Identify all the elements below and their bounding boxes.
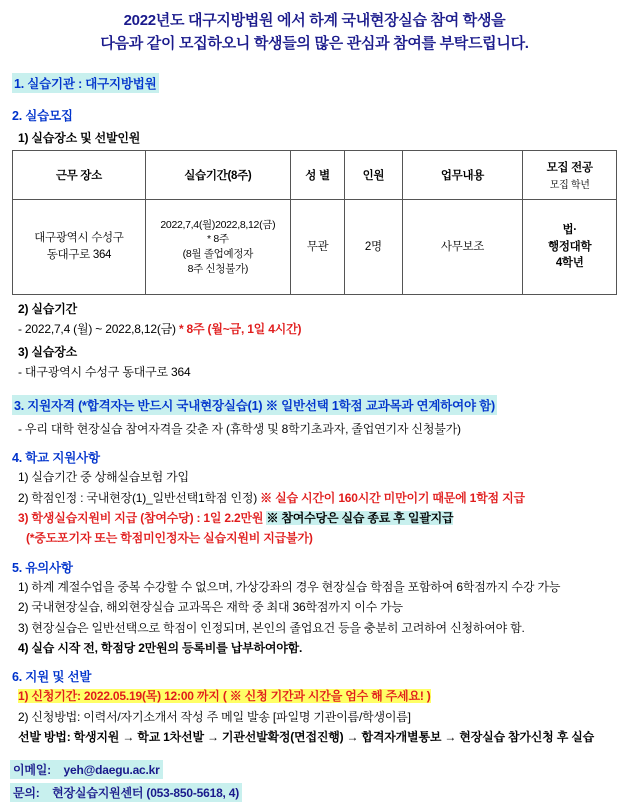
cell-period [145, 200, 290, 295]
section-4-line-3 [18, 510, 617, 527]
contact-email-row [10, 760, 629, 783]
cell-place-line-1: 대구광역시 수성구 [34, 232, 124, 245]
contact-email [10, 760, 163, 779]
section-4-heading: 4. 학교 지원사항 [12, 451, 100, 466]
table-header-major-sub: 모집 학년 [549, 180, 590, 191]
cell-period-line-4: 8주 신청불가) [187, 262, 249, 275]
section-4-line-4: (*중도포기자 또는 학점미인정자는 실습지원비 지급불가) [26, 531, 313, 546]
section-4-line-2-text: 2) 학점인정 : 국내현장(1)_일반선택1학점 인정) [18, 490, 258, 505]
cell-major-line-3: 4학년 [555, 257, 584, 270]
section-2-period-line [18, 321, 617, 338]
table-header-major [523, 151, 617, 200]
table-header-place: 근무 장소 [13, 151, 146, 200]
section-3-line-1: - 우리 대학 현장실습 참여자격을 갖춘 자 (휴학생 및 8학기초과자, 졸업연기자 신청불가) [18, 421, 461, 436]
contact-phone-value: 현장실습지원센터 (053-850-5618, 4) [52, 786, 240, 801]
cell-period-line-2: * 8주 [206, 233, 229, 246]
table-header-duty: 업무내용 [402, 151, 523, 200]
section-2-place-text: - 대구광역시 수성구 동대구로 364 [18, 365, 191, 380]
table-row [13, 200, 617, 295]
table-header-major-main: 모집 전공 [546, 162, 593, 174]
section-5-line-3: 3) 현장실습은 일반선택으로 학점이 인정되며, 본인의 졸업요건 등을 충분히 고려하여 신청하여야 함. [18, 620, 525, 635]
table-header-row [13, 151, 617, 200]
section-2-period-text: - 2022,7,4 (월) ~ 2022,8,12(금) [18, 322, 176, 336]
section-1-heading: 1. 실습기관 : 대구지방법원 [12, 73, 159, 93]
contact-phone-row [10, 783, 629, 806]
section-6-line-1 [18, 688, 617, 705]
section-4-line-2-emph: ※ 실습 시간이 160시간 미만이기 때문에 1학점 지급 [260, 490, 525, 505]
section-3-heading: 3. 지원자격 (*합격자는 반드시 국내현장실습(1) ※ 일반선택 1학점 교과목과 연계하여야 함) [12, 395, 497, 415]
section-4-line-3-text: 3) 학생실습지원비 지급 (참여수당) : 1일 2.2만원 [18, 510, 264, 525]
section-4-line-1: 1) 실습기간 중 상해실습보험 가입 [18, 470, 189, 485]
cell-gender: 무관 [290, 200, 344, 295]
title-line-2: 다음과 같이 모집하오니 학생들의 많은 관심과 참여를 부탁드립니다. [100, 34, 529, 52]
section-2-sub-3: 3) 실습장소 [18, 345, 77, 360]
cell-major-line-2: 행정대학 [548, 240, 592, 253]
title-line-1: 2022년도 대구지방법원 에서 하계 국내현장실습 참여 학생을 [123, 12, 506, 29]
cell-period-line-3: (8월 졸업예정자 [182, 248, 254, 260]
section-4-line-3-emph: ※ 참여수당은 실습 종료 후 일괄지급 [266, 510, 454, 525]
contact-phone [10, 783, 242, 802]
section-2-period-emph: * 8주 (월~금, 1일 4시간) [178, 322, 302, 336]
table-header-period: 실습기간(8주) [145, 151, 290, 200]
contact-email-value[interactable]: yeh@daegu.ac.kr [63, 763, 160, 778]
cell-period-line-1: 2022,7,4(월)2022,8,12(금) [160, 218, 276, 231]
document-title [0, 0, 629, 59]
section-5-line-1: 1) 하계 계절수업을 중복 수강할 수 없으며, 가상강좌의 경우 현장실습 학점을 포함하여 6학점까지 수강 가능 [18, 579, 561, 594]
section-5-heading: 5. 유의사항 [12, 560, 73, 575]
section-6-line-3: 선발 방법: 학생지원 → 학교 1차선발 → 기관선발확정(면접진행) → 합격자개별통보 → 현장실습 참가신청 후 실습 [18, 730, 595, 745]
cell-major [523, 200, 617, 295]
cell-count: 2명 [345, 200, 402, 295]
section-2-sub-2: 2) 실습기간 [18, 302, 77, 316]
section-2-heading: 2. 실습모집 [12, 109, 73, 123]
table-header-gender: 성 별 [290, 151, 344, 200]
contact-phone-label: 문의: [13, 786, 40, 801]
contact-block [10, 760, 629, 806]
table-header-count: 인원 [345, 151, 402, 200]
section-6-deadline: 1) 신청기간: 2022.05.19(목) 12:00 까지 ( ※ 신청 기간과 시간을 엄수 해 주세요! ) [18, 689, 431, 704]
cell-place [13, 200, 146, 295]
cell-major-line-1: 법· [562, 223, 577, 236]
section-5-line-4: 4) 실습 시작 전, 학점당 2만원의 등록비를 납부하여야함. [18, 640, 303, 655]
section-4-line-2 [18, 490, 617, 507]
section-6-line-2: 2) 신청방법: 이력서/자기소개서 작성 주 메일 발송 [파일명 기관이름/학생이름] [18, 709, 411, 724]
section-6-heading: 6. 지원 및 선발 [12, 670, 92, 685]
cell-place-line-2: 동대구로 364 [46, 249, 112, 261]
section-2-sub-1: 1) 실습장소 및 선발인원 [18, 131, 141, 145]
recruitment-table [12, 150, 617, 295]
section-5-line-2: 2) 국내현장실습, 해외현장실습 교과목은 재학 중 최대 36학점까지 이수 가능 [18, 600, 403, 615]
contact-email-label: 이메일: [13, 763, 51, 778]
document-body [0, 59, 629, 746]
cell-duty: 사무보조 [402, 200, 523, 295]
